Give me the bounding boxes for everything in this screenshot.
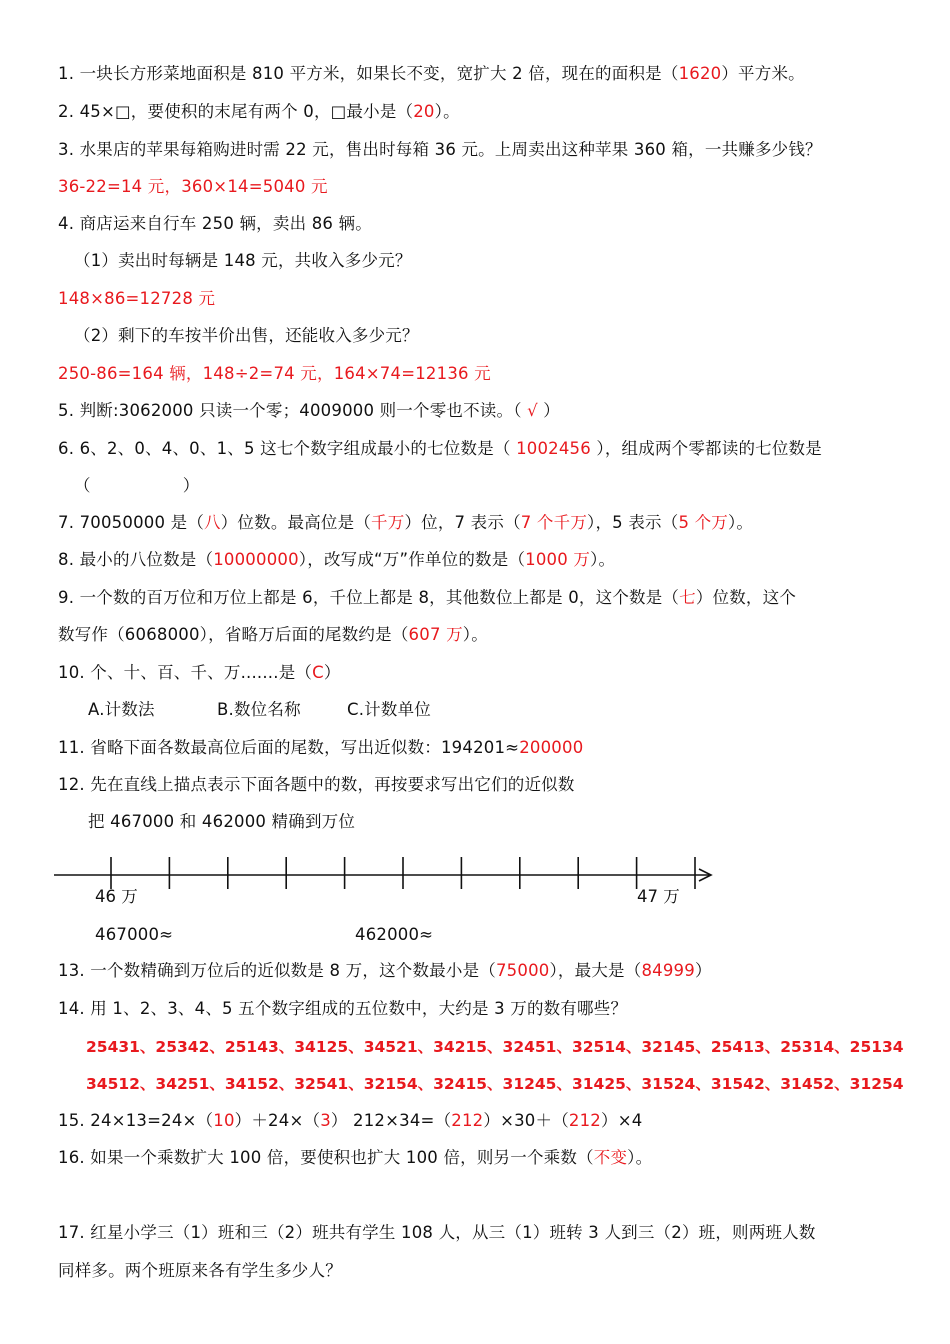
question-6: 6. 6、2、0、4、0、1、5 这七个数字组成最小的七位数是（ 1002456 ），组成两个零都读的七位数是 (58, 439, 822, 458)
question-17: 17. 红星小学三（1）班和三（2）班共有学生 108 人，从三（1）班转 3 人到三（2）班，则两班人数 (58, 1223, 816, 1242)
question-4-part-1: （1）卖出时每辆是 148 元，共收入多少元？ (74, 251, 412, 270)
answer-16: 不变 (593, 1148, 628, 1167)
question-17-line-2: 同样多。两个班原来各有学生多少人？ (58, 1261, 342, 1280)
approx-462000: 462000≈ (355, 925, 434, 944)
approx-467000: 467000≈ (95, 925, 174, 944)
question-8: 8. 最小的八位数是（10000000），改写成“万”作单位的数是（1000 万）。 (58, 550, 616, 569)
answer-4-part-1: 148×86=12728 元 (58, 289, 216, 308)
question-4-part-2: （2）剩下的车按半价出售，还能收入多少元？ (74, 326, 419, 345)
answer-10: C (312, 663, 324, 682)
question-15: 15. 24×13=24×（10）＋24×（3） 212×34=（212）×30＋（212）×4 (58, 1111, 643, 1130)
option-b: B.数位名称 (217, 700, 301, 719)
question-1: 1. 一块长方形菜地面积是 810 平方米，如果长不变，宽扩大 2 倍，现在的面积是（1620）平方米。 (58, 64, 805, 83)
answer-14-row-1: 25431、25342、25143、34125、34521、34215、32451、32514、32145、25413、25314、25134 (86, 1038, 904, 1056)
answer-6: 1002456 (516, 439, 591, 458)
number-line-label-left: 46 万 (95, 887, 138, 906)
question-9-line-2: 数写作（6068000），省略万后面的尾数约是（607 万）。 (58, 625, 488, 644)
question-16: 16. 如果一个乘数扩大 100 倍，要使积也扩大 100 倍，则另一个乘数（不变）。 (58, 1148, 653, 1167)
question-13: 13. 一个数精确到万位后的近似数是 8 万，这个数最小是（75000），最大是（84999） (58, 961, 712, 980)
question-7: 7. 70050000 是（八）位数。最高位是（千万）位，7 表示（7 个千万），5 表示（5 个万）。 (58, 513, 754, 532)
answer-3: 36-22=14 元，360×14=5040 元 (58, 177, 328, 196)
option-c: C.计数单位 (347, 700, 431, 719)
question-11: 11. 省略下面各数最高位后面的尾数，写出近似数：194201≈200000 (58, 738, 584, 757)
question-9: 9. 一个数的百万位和万位上都是 6，千位上都是 8，其他数位上都是 0，这个数是（七）位数，这个 (58, 588, 797, 607)
question-12: 12. 先在直线上描点表示下面各题中的数，再按要求写出它们的近似数 (58, 775, 575, 794)
answer-5: √ (527, 401, 538, 420)
answer-2: 20 (413, 102, 435, 121)
answer-1: 1620 (678, 64, 722, 83)
question-12-sub: 把 467000 和 462000 精确到万位 (88, 812, 356, 831)
question-6-blank: （ ） (74, 476, 200, 495)
number-line-label-right: 47 万 (637, 887, 680, 906)
answer-4-part-2: 250-86=164 辆，148÷2=74 元，164×74=12136 元 (58, 364, 491, 383)
number-line-ticks (111, 857, 695, 889)
question-10: 10. 个、十、百、千、万.......是（C） (58, 663, 341, 682)
question-2: 2. 45×□，要使积的末尾有两个 0，□最小是（20）。 (58, 102, 460, 121)
number-line (54, 854, 716, 894)
question-3: 3. 水果店的苹果每箱购进时需 22 元，售出时每箱 36 元。上周卖出这种苹果 360 箱，一共赚多少钱？ (58, 140, 822, 159)
question-4: 4. 商店运来自行车 250 辆，卖出 86 辆。 (58, 214, 372, 233)
question-14: 14. 用 1、2、3、4、5 五个数字组成的五位数中，大约是 3 万的数有哪些？ (58, 999, 628, 1018)
question-5: 5. 判断:3062000 只读一个零；4009000 则一个零也不读。（ √ ） (58, 401, 560, 420)
answer-14-row-2: 34512、34251、34152、32541、32154、32415、31245、31425、31524、31542、31452、31254 (86, 1075, 904, 1093)
option-a: A.计数法 (88, 700, 155, 719)
answer-11: 200000 (519, 738, 584, 757)
